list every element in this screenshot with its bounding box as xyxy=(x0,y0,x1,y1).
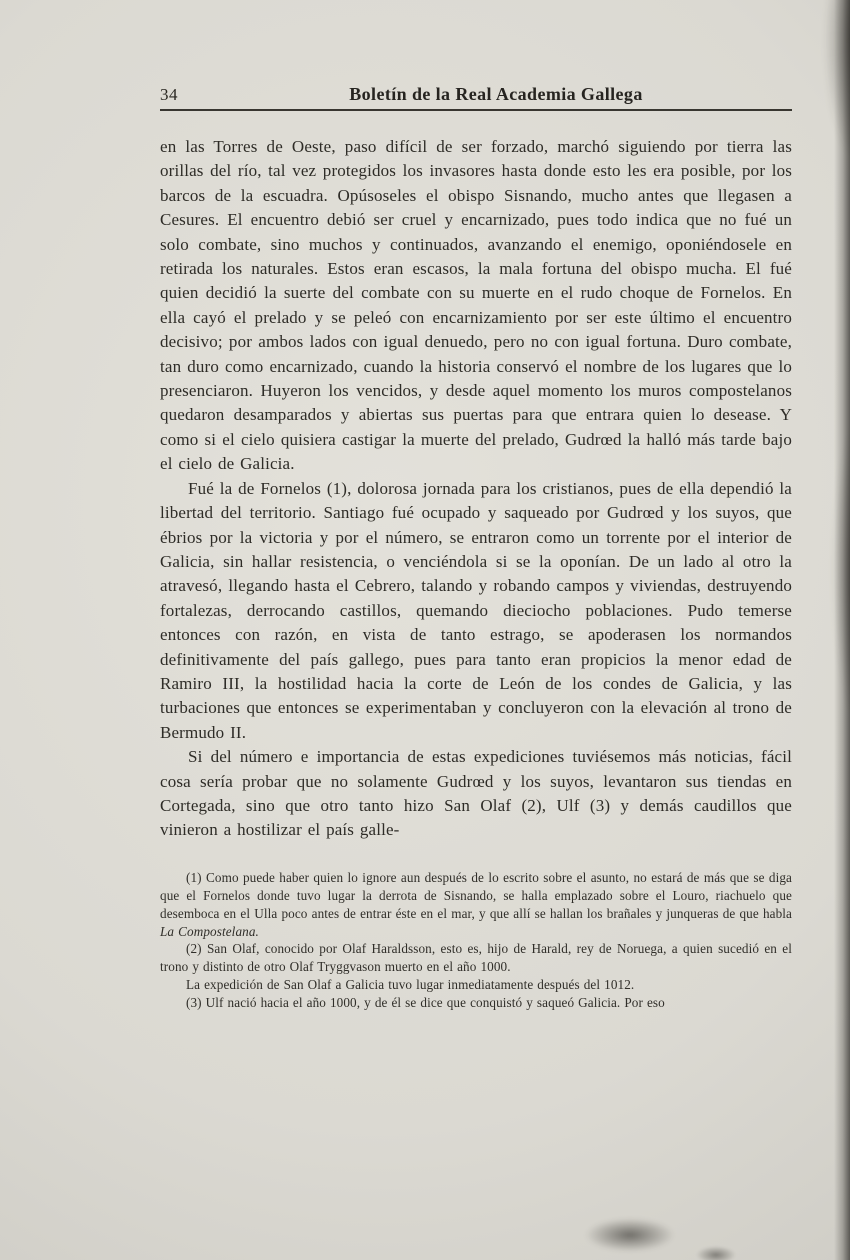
footnote-1-text: (1) Como puede haber quien lo ignore aun después de lo escrito sobre el asunto, no estará de más que se diga que el Fornelos donde tuvo lugar la derrota de Sisnando, se halla emplazado sobre el Louro, riachuelo que desemboca en el Ulla poco antes de entrar éste en el mar, y que allí se hallan los brañales y junqueras de que habla xyxy=(160,869,792,921)
footnote-2b-text: La expedición de San Olaf a Galicia tuvo lugar inmediatamente después del 1012. xyxy=(186,977,635,993)
header-rule xyxy=(160,109,792,111)
body-text xyxy=(160,135,792,843)
scan-speck-bottom xyxy=(696,1246,736,1260)
footnote-2 xyxy=(160,940,792,976)
journal-title: Boletín de la Real Academia Gallega xyxy=(349,84,643,104)
body-paragraph-2: Fué la de Fornelos (1), dolorosa jornada para los cristianos, pues de ella dependió la libertad del territorio. Santiago fué ocupado y saqueado por Gudrœd y los suyos, que ébrios por la victoria y por el número, se entraron como un torrente por el interior de Galicia, sin hallar resistencia, o venciéndola si se la oponían. De un lado al otro la atravesó, llegando hasta el Cebrero, talando y robando campos y viviendas, destruyendo fortalezas, derrocando castillos, quemando dieciocho poblaciones. Pudo temerse entonces con razón, en vista de tanto estrago, se apoderasen los normandos definitivamente del país gallego, pues para tanto eran propicios la menor edad de Ramiro III, la hostilidad hacia la corte de León de los condes de Galicia, y las turbaciones que entonces se experimentaban y concluyeron con la elevación al trono de Bermudo II. xyxy=(160,478,792,742)
footnote-2-continuation xyxy=(160,976,792,994)
page-number: 34 xyxy=(160,85,178,104)
page-header xyxy=(160,84,792,105)
footnote-3-text: (3) Ulf nació hacia el año 1000, y de él se dice que conquistó y saqueó Galicia. Por eso xyxy=(186,995,665,1011)
scan-smudge-bottom xyxy=(585,1218,675,1252)
footnote-2-text: (2) San Olaf, conocido por Olaf Haraldsson, esto es, hijo de Harald, rey de Noruega, a quien sucedió en el trono y distinto de otro Olaf Tryggvason muerto en el año 1000. xyxy=(160,941,792,975)
footnote-1 xyxy=(160,869,792,941)
footnotes xyxy=(160,869,792,1012)
footnote-1-work-title: La Compostelana. xyxy=(160,923,259,939)
text-block xyxy=(160,84,792,1012)
body-paragraph-3: Si del número e importancia de estas expediciones tuviésemos más noticias, fácil cosa sería probar que no solamente Gudrœd y los suyos, levantaron sus tiendas en Cortegada, sino que otro tanto hizo San Olaf (2), Ulf (3) y demás caudillos que vinieron a hostilizar el país galle- xyxy=(160,747,792,840)
footnote-3 xyxy=(160,994,792,1012)
scan-edge-right xyxy=(834,0,850,1260)
body-paragraph-1: en las Torres de Oeste, paso difícil de ser forzado, marchó siguiendo por tierra las orillas del río, tal vez protegidos los invasores hasta donde esto les era posible, por los barcos de la escuadra. Opúsoseles el obispo Sisnando, mucho antes que llegasen a Cesures. El encuentro debió ser cruel y encarnizado, pues todo indica que no fué un solo combate, sino muchos y continuados, avanzando el enemigo, oponiéndosele en retirada los naturales. Estos eran escasos, la mala fortuna del obispo mucha. El fué quien decidió la suerte del combate con su muerte en el rudo choque de Fornelos. En ella cayó el prelado y se peleó con encarnizamiento por ser este último el encuentro decisivo; por ambos lados con igual denuedo, pero no con igual fortuna. Duro combate, tan duro como encarnizado, cuando la historia conservó el nombre de los lugares que lo presenciaron. Huyeron los vencidos, y desde aquel momento los muros compostelanos quedaron desamparados y abiertas sus puertas para que entrara quien lo desease. Y como si el cielo quisiera castigar la muerte del prelado, Gudrœd la halló más tarde bajo el cielo de Galicia. xyxy=(160,137,792,474)
